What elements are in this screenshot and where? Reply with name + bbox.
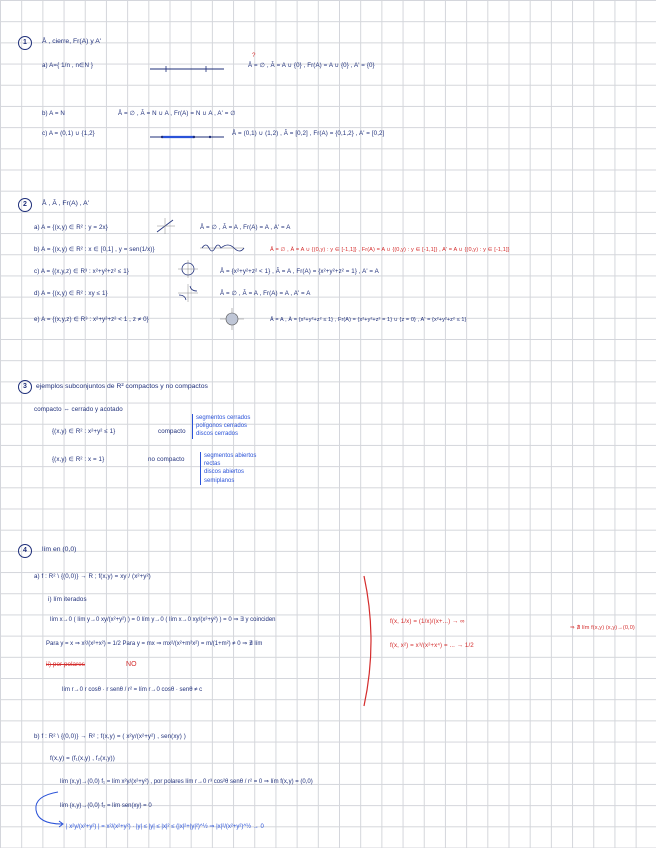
s2-row-d-right: Å = ∅ , Ā = A , Fr(A) = A , A' = A (220, 290, 311, 297)
s1-a-right: Å = ∅ , Ā = A ∪ {0} , Fr(A) = A ∪ {0} , A' = {0} (248, 62, 375, 69)
s4-a-paths: Para y = x ⇒ x²/(x²+x²) = 1/2 Para y = mx ⇒ mx²/(x²+m²x²) = m/(1+m²) ≠ 0 ⇒ ∄ lím (46, 641, 263, 647)
s3-ex2-item: semiplanos (204, 477, 235, 484)
s3-ex1-item: discos cerrados (196, 431, 239, 438)
s3-ex2-item: segmentos abiertos (204, 453, 257, 459)
s3-ex2-left: {(x,y) ∈ R² : x = 1} (52, 456, 105, 463)
s2-row-a-left: a) A = {(x,y) ∈ R² : y = 2x} (34, 224, 108, 231)
s1-b-left: b) A = N (42, 110, 65, 117)
section-2-header: Å , Ā , Fr(A) , A' (42, 200, 89, 207)
section-3-header: ejemplos subconjuntos de R² compactos y no compactos (36, 383, 208, 390)
s1-a-left: a) A={ 1/n , n∈N } (42, 62, 94, 69)
s4-red-path-1: f(x, 1/x) = (1/x)/(x+...) → ∞ (390, 618, 465, 625)
s2-row-b-right: Å = ∅ , Ā = A ∪ {(0,y) : y ∈ [-1,1]} , Fr(A) = A ∪ {(0,y) : y ∈ [-1,1]} , A' = A ∪ {(0,y) : y ∈ [-1,1]} (270, 247, 510, 253)
s4-b-limit-1: lím (x,y)→(0,0) f₁ = lím x²y/(x²+y²) , por polares lím r→0 r³ cos²θ senθ / r² = 0 ⇒ lím f(x,y) = (0,0) (60, 779, 313, 785)
s3-ex2-tag: no compacto (148, 456, 185, 463)
s3-ex2-item: rectas (204, 461, 221, 468)
s1-c-left: c) A = (0,1) ∪ {1,2} (42, 130, 95, 137)
s4-a-iterated: lím x→0 ( lím y→0 xy/(x²+y²) ) = 0 lím y→0 ( lím x→0 xy/(x²+y²) ) = 0 ⇒ ∃ y coinciden (50, 617, 276, 623)
s4-red-path-2: f(x, x²) = x³/(x²+x⁴) = ... → 1/2 (390, 642, 474, 649)
s3-ex1-item: polígonos cerrados (196, 423, 248, 430)
s3-ex1-left: {(x,y) ∈ R² : x²+y² ≤ 1} (52, 428, 116, 435)
s3-ex1-item: segmentos cerrados (196, 415, 251, 421)
section-4-number: 4 (18, 544, 32, 558)
s1-b-right: Å = ∅ , Ā = N ∪ A , Fr(A) = N ∪ A , A' = ∅ (118, 110, 236, 117)
s1-c-numberline (150, 134, 225, 142)
s3-ex2-list (200, 452, 256, 485)
section-1-header: Å , cierre, Fr(A) y A' (42, 38, 102, 45)
s1-a-numberline (150, 66, 225, 74)
s4-a-iterated-title: i) lím iterados (48, 596, 87, 603)
s2-row-c-sketch (178, 260, 198, 278)
s2-row-d-left: d) A = {(x,y) ∈ R² : xy ≤ 1} (34, 290, 108, 297)
s2-row-a-right: Å = ∅ , Ā = A , Fr(A) = A , A' = A (200, 224, 291, 231)
s2-row-e-right: Å = A , Ā = {x²+y²+z² ≤ 1} , Fr(A) = {x²+y²+z² = 1} ∪ {z = 0} , A' = {x²+y²+z² ≤ 1} (270, 317, 467, 323)
s1-c-right: Å = (0,1) ∪ (1,2) , Ā = [0,2] , Fr(A) = {0,1,2} , A' = [0,2] (232, 130, 385, 137)
s2-row-e-sketch (220, 308, 244, 330)
s4-b-components: f(x,y) = (f₁(x,y) , f₂(x,y)) (50, 755, 115, 762)
s2-row-d-sketch (178, 284, 198, 302)
s4-b-limit-2: lím (x,y)→(0,0) f₂ = lím sen(xy) = 0 (60, 803, 152, 809)
s4-a-no: NO (126, 661, 137, 668)
s2-row-c-right: Å = {x²+y²+z² < 1} , Ā = A , Fr(A) = {x²+y²+z² = 1} , A' = A (220, 268, 379, 275)
section-4-header: lím en (0,0) (42, 546, 77, 553)
s3-ex2-item: discos abiertos (204, 469, 245, 476)
s3-ex1-tag: compacto (158, 428, 186, 435)
s2-row-c-left: c) A = {(x,y,z) ∈ R³ : x²+y²+z² ≤ 1} (34, 268, 129, 275)
s4-a-definition: a) f : R² \ {(0,0)} → R ; f(x,y) = xy / (x²+y²) (34, 573, 151, 580)
s4-b-arrow (30, 790, 66, 830)
s2-row-a-sketch (155, 218, 177, 234)
s4-b-definition: b) f : R² \ {(0,0)} → R² ; f(x,y) = ( x²y/(x²+y²) , sen(xy) ) (34, 733, 186, 740)
s4-red-result: ⇒ ∄ lím f(x,y) (x,y)→(0,0) (570, 625, 635, 631)
section-1-number: 1 (18, 36, 32, 50)
s4-b-bound: | x²y/(x²+y²) | = x²/(x²+y²) · |y| ≤ |y| ≤ |x|² ≤ (|x|²+|y|²)^½ ⇒ |x|²/(x²+y²)^½ → 0 (66, 824, 264, 830)
s3-ex1-list (192, 414, 250, 439)
section-3-number: 3 (18, 380, 32, 394)
s4-red-bracket (362, 576, 378, 706)
section-2-number: 2 (18, 198, 32, 212)
s2-row-e-left: e) A = {(x,y,z) ∈ R³ : x²+y²+z² < 1 , z ≠ 0} (34, 316, 149, 323)
s2-row-b-left: b) A = {(x,y) ∈ R² : x ∈ [0,1] , y = sen(1/x)} (34, 246, 155, 253)
s4-a-polar: lím r→0 r cosθ · r senθ / r² = lím r→0 cosθ · senθ ≠ c (62, 687, 203, 693)
s4-a-polar-tag: ii) por polares (46, 661, 85, 668)
s1-a-question: ? (252, 52, 256, 59)
s2-row-b-sketch (200, 240, 245, 256)
s3-line-1: compacto ⇔ cerrado y acotado (34, 406, 123, 413)
